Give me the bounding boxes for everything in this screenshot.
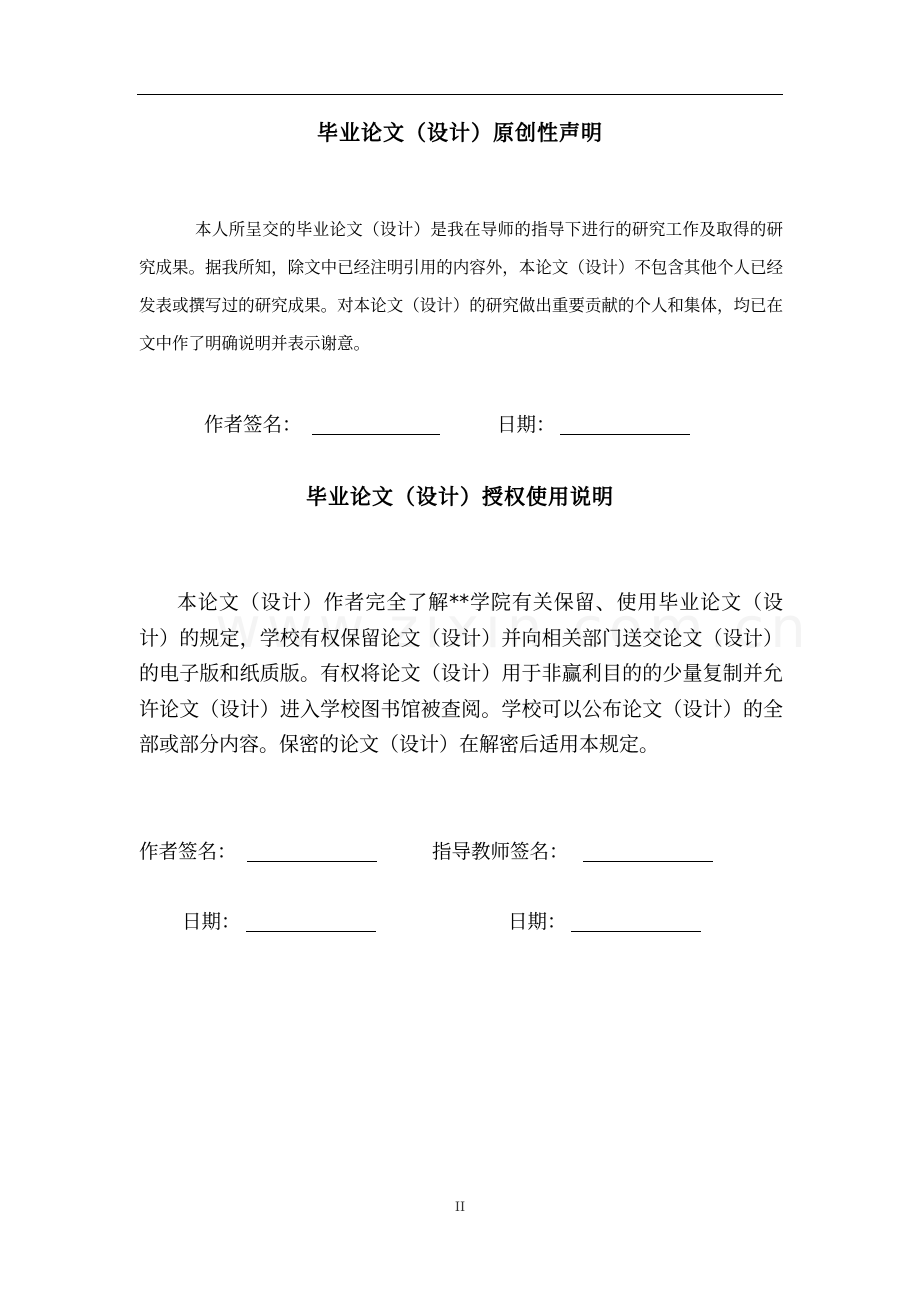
- originality-author-signature-line[interactable]: [312, 434, 440, 435]
- originality-date-label: 日期：: [497, 413, 556, 436]
- authorization-advisor-signature-line[interactable]: [583, 861, 713, 862]
- originality-date-line[interactable]: [560, 434, 690, 435]
- authorization-body: 本论文（设计）作者完全了解**学院有关保留、使用毕业论文（设计）的规定，学校有权保留论文（设计）并向相关部门送交论文（设计）的电子版和纸质版。有权将论文（设计）用于非赢利目的的少量复制并允许论文（设计）进入学校图书馆被查阅。学校可以公布论文（设计）的全部或部分内容。保密的论文（设计）在解密后适用本规定。: [139, 590, 783, 756]
- authorization-advisor-date-line[interactable]: [571, 931, 701, 932]
- authorization-author-date-line[interactable]: [246, 931, 376, 932]
- authorization-author-date-label: 日期：: [182, 910, 241, 933]
- originality-title: 毕业论文（设计）原创性声明: [317, 121, 603, 145]
- authorization-title: 毕业论文（设计）授权使用说明: [306, 485, 614, 509]
- authorization-author-signature-label: 作者签名：: [139, 840, 237, 863]
- header-rule: [137, 94, 783, 95]
- originality-author-signature-label: 作者签名：: [204, 413, 302, 436]
- authorization-advisor-date-label: 日期：: [508, 910, 567, 933]
- originality-body: 本人所呈交的毕业论文（设计）是我在导师的指导下进行的研究工作及取得的研究成果。据我所知，除文中已经注明引用的内容外，本论文（设计）不包含其他个人已经发表或撰写过的研究成果。对本论文（设计）的研究做出重要贡献的个人和集体，均已在文中作了明确说明并表示谢意。: [139, 220, 783, 353]
- authorization-advisor-signature-label: 指导教师签名：: [432, 840, 569, 863]
- authorization-author-signature-line[interactable]: [247, 861, 377, 862]
- page-number: II: [454, 1200, 466, 1215]
